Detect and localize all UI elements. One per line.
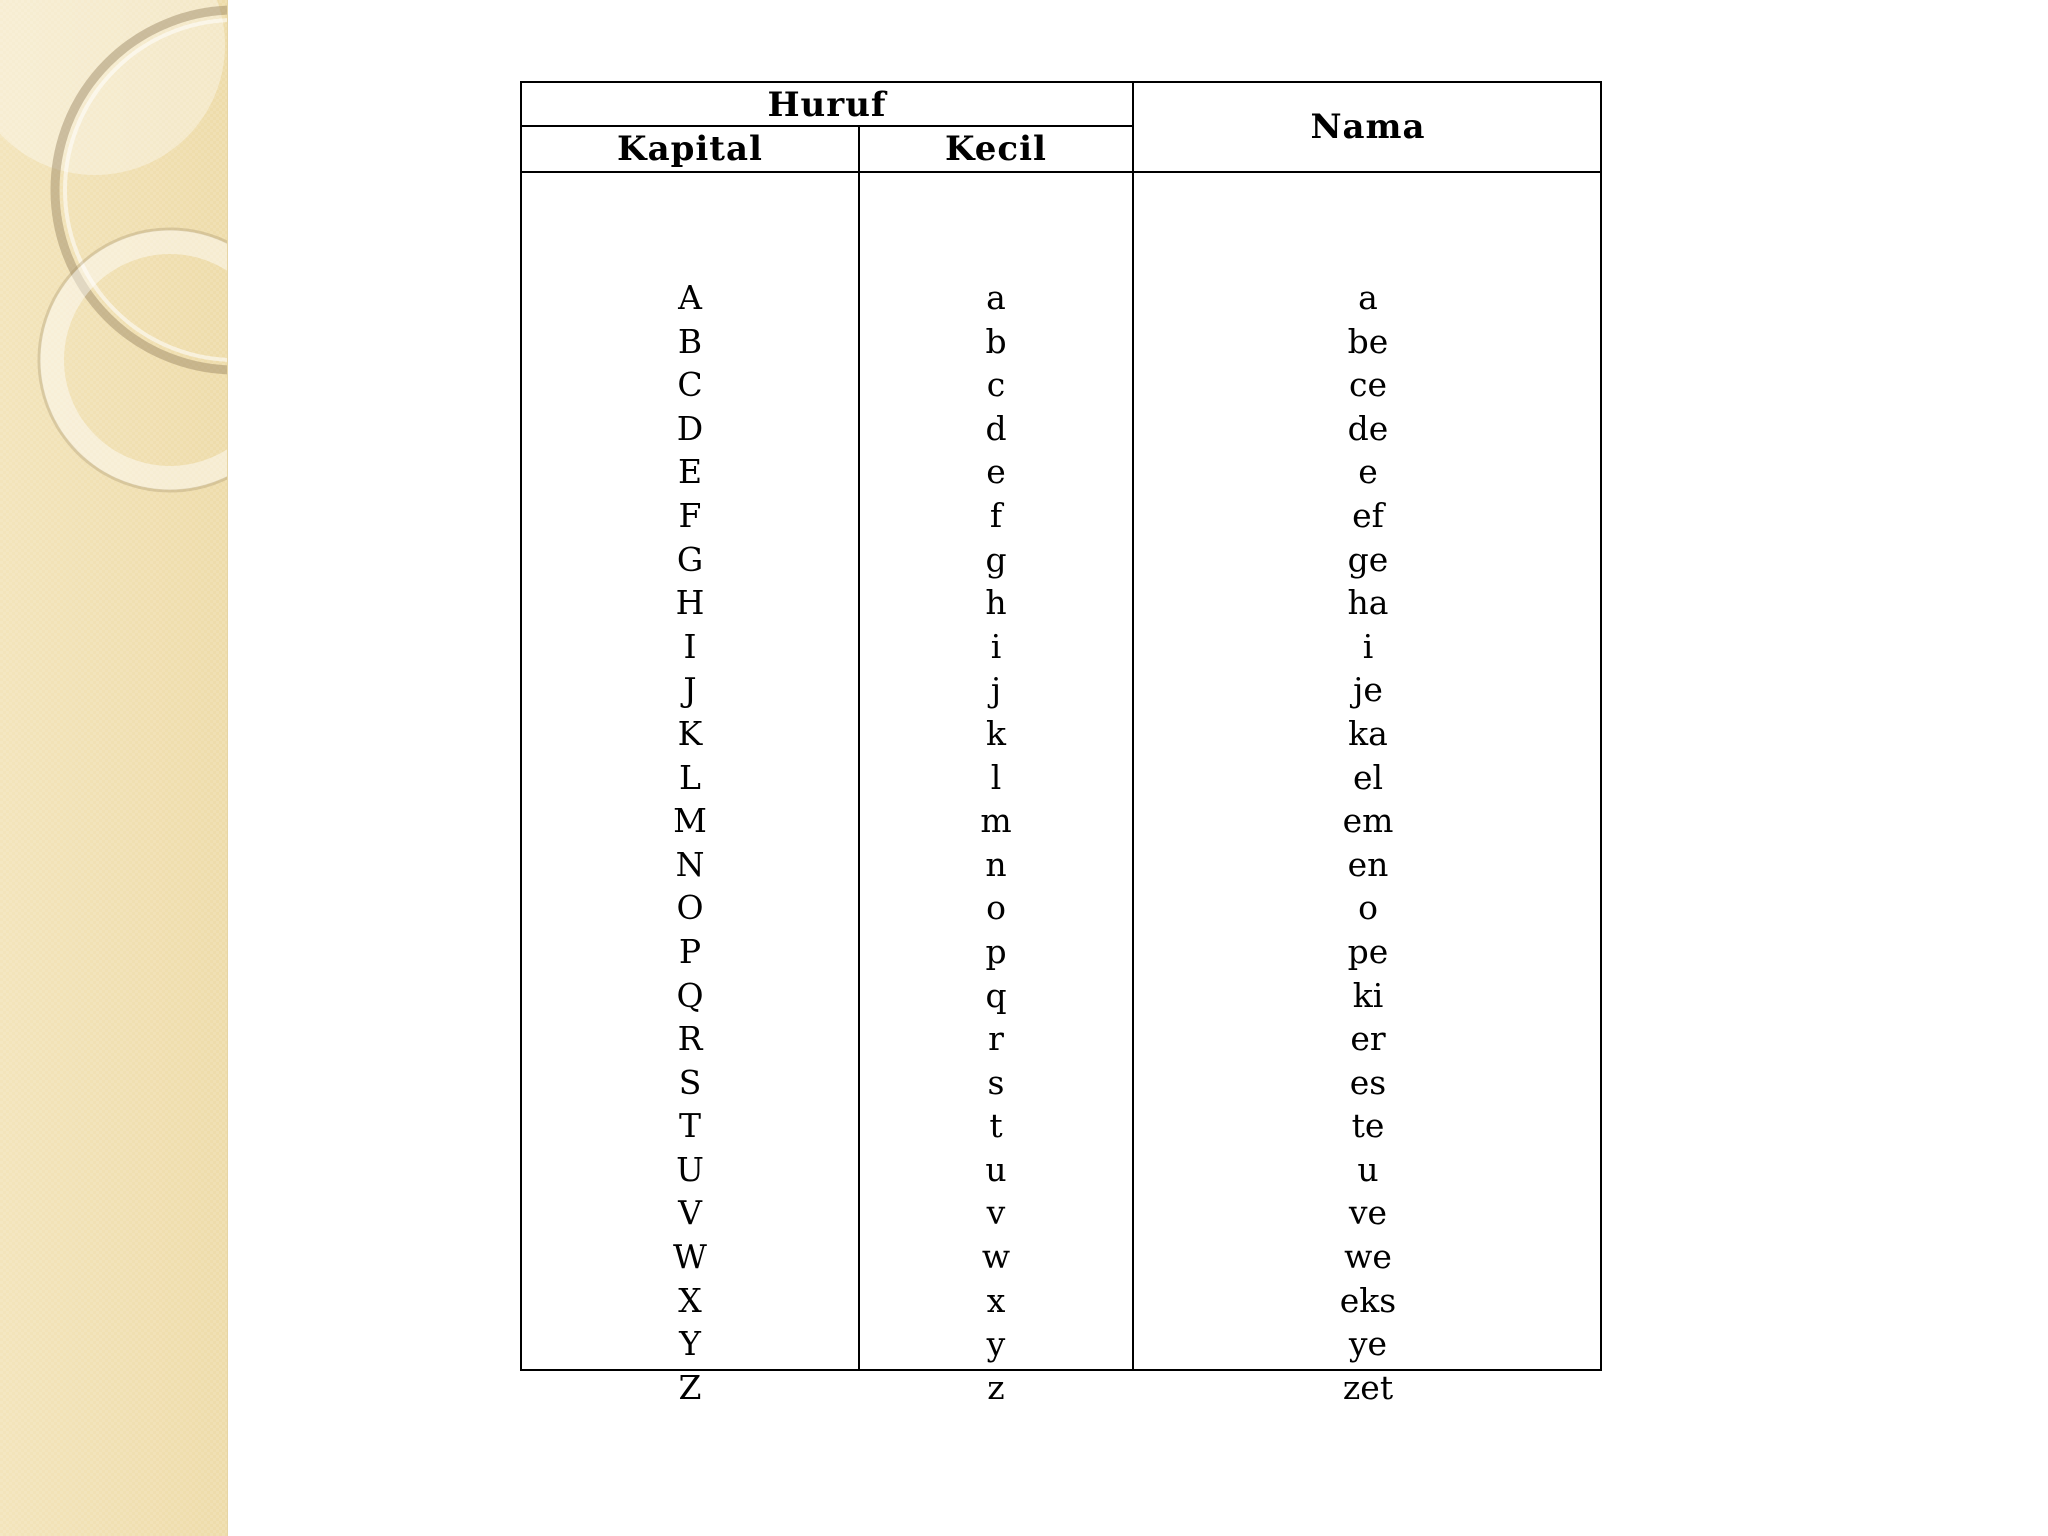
header-group-divider xyxy=(520,125,1132,127)
nama-cell: te xyxy=(1351,1106,1385,1146)
kecil-cell: k xyxy=(986,713,1006,753)
nama-cell: je xyxy=(1353,670,1383,710)
kapital-cell: P xyxy=(678,931,702,971)
kapital-cell: J xyxy=(683,670,697,710)
kapital-cell: Q xyxy=(676,975,704,1015)
nama-cell: el xyxy=(1352,757,1384,797)
kapital-cell: O xyxy=(676,888,704,928)
nama-header: Nama xyxy=(1310,107,1426,147)
nama-cell: u xyxy=(1357,1149,1379,1189)
nama-cell: we xyxy=(1344,1237,1392,1277)
kecil-cell: u xyxy=(985,1149,1007,1189)
nama-cell: e xyxy=(1358,452,1378,492)
kecil-cell: n xyxy=(985,844,1007,884)
kapital-cell: G xyxy=(676,539,704,579)
decorative-side-panel xyxy=(0,0,228,1536)
nama-cell: de xyxy=(1347,408,1389,448)
kecil-cell: c xyxy=(986,365,1006,405)
nama-cell: es xyxy=(1349,1062,1387,1102)
nama-cell: er xyxy=(1350,1019,1386,1059)
kapital-cell: K xyxy=(677,713,703,753)
kecil-cell: w xyxy=(981,1237,1011,1277)
kecil-cell: h xyxy=(985,583,1007,623)
kecil-cell: g xyxy=(985,539,1007,579)
kapital-cell: V xyxy=(678,1193,702,1233)
nama-cell: ha xyxy=(1347,583,1389,623)
kapital-cell: D xyxy=(676,408,704,448)
kapital-cell: M xyxy=(673,801,707,841)
kecil-cell: s xyxy=(987,1062,1005,1102)
kapital-cell: F xyxy=(678,495,702,535)
nama-cell: be xyxy=(1347,321,1389,361)
alphabet-table xyxy=(520,81,1602,1407)
kecil-cell: d xyxy=(985,408,1007,448)
kecil-cell: a xyxy=(986,278,1006,317)
kecil-cell: v xyxy=(986,1193,1006,1233)
kecil-cell: b xyxy=(985,321,1007,361)
kapital-cell: X xyxy=(678,1280,702,1320)
header-bottom-divider xyxy=(520,171,1602,173)
kapital-cell: R xyxy=(677,1019,703,1059)
kapital-cell: T xyxy=(678,1106,701,1146)
nama-cell: i xyxy=(1362,626,1374,666)
nama-cell: em xyxy=(1342,801,1394,841)
nama-column xyxy=(1134,276,1602,1409)
kecil-cell: r xyxy=(988,1019,1004,1059)
huruf-header: Huruf xyxy=(767,85,887,125)
nama-cell: ki xyxy=(1352,975,1384,1015)
nama-cell: pe xyxy=(1347,931,1389,971)
kecil-cell: f xyxy=(989,495,1003,535)
kecil-cell: t xyxy=(989,1106,1003,1146)
kapital-cell: C xyxy=(677,365,703,405)
kapital-cell: I xyxy=(683,626,697,666)
kapital-cell: L xyxy=(679,757,701,797)
nama-cell: ce xyxy=(1348,365,1387,405)
kecil-cell: i xyxy=(990,626,1002,666)
nama-cell: ge xyxy=(1347,539,1389,579)
kecil-cell: m xyxy=(980,801,1012,841)
kecil-cell: z xyxy=(987,1367,1005,1407)
nama-cell: ka xyxy=(1348,713,1388,753)
nama-cell: zet xyxy=(1342,1367,1394,1407)
nama-cell: eks xyxy=(1339,1280,1397,1320)
nama-cell: ve xyxy=(1348,1193,1388,1233)
kapital-cell: U xyxy=(676,1149,704,1189)
kapital-cell: H xyxy=(675,583,705,623)
kapital-cell: W xyxy=(673,1237,707,1277)
kapital-cell: S xyxy=(678,1062,702,1102)
kecil-cell: e xyxy=(986,452,1006,492)
kapital-cell: Y xyxy=(679,1324,701,1364)
kapital-cell: E xyxy=(677,452,703,492)
kecil-cell: p xyxy=(985,931,1007,971)
kapital-cell: Z xyxy=(678,1367,702,1407)
kapital-cell: B xyxy=(677,321,703,361)
nama-cell: ef xyxy=(1352,495,1384,535)
nama-cell: a xyxy=(1358,278,1378,317)
kecil-cell: j xyxy=(990,670,1002,710)
kecil-cell: o xyxy=(986,888,1006,928)
kecil-column xyxy=(860,276,1132,1409)
kecil-cell: x xyxy=(986,1280,1006,1320)
kecil-cell: y xyxy=(986,1324,1006,1364)
kapital-header: Kapital xyxy=(617,129,763,169)
decorative-rings-icon xyxy=(0,0,227,1536)
kapital-column xyxy=(522,276,858,1409)
kecil-cell: l xyxy=(990,757,1002,797)
nama-cell: en xyxy=(1347,844,1389,884)
kecil-header: Kecil xyxy=(945,129,1047,169)
kecil-cell: q xyxy=(985,975,1007,1015)
kapital-cell: A xyxy=(678,278,702,317)
nama-cell: o xyxy=(1358,888,1378,928)
kapital-cell: N xyxy=(675,844,705,884)
nama-cell: ye xyxy=(1348,1324,1388,1364)
